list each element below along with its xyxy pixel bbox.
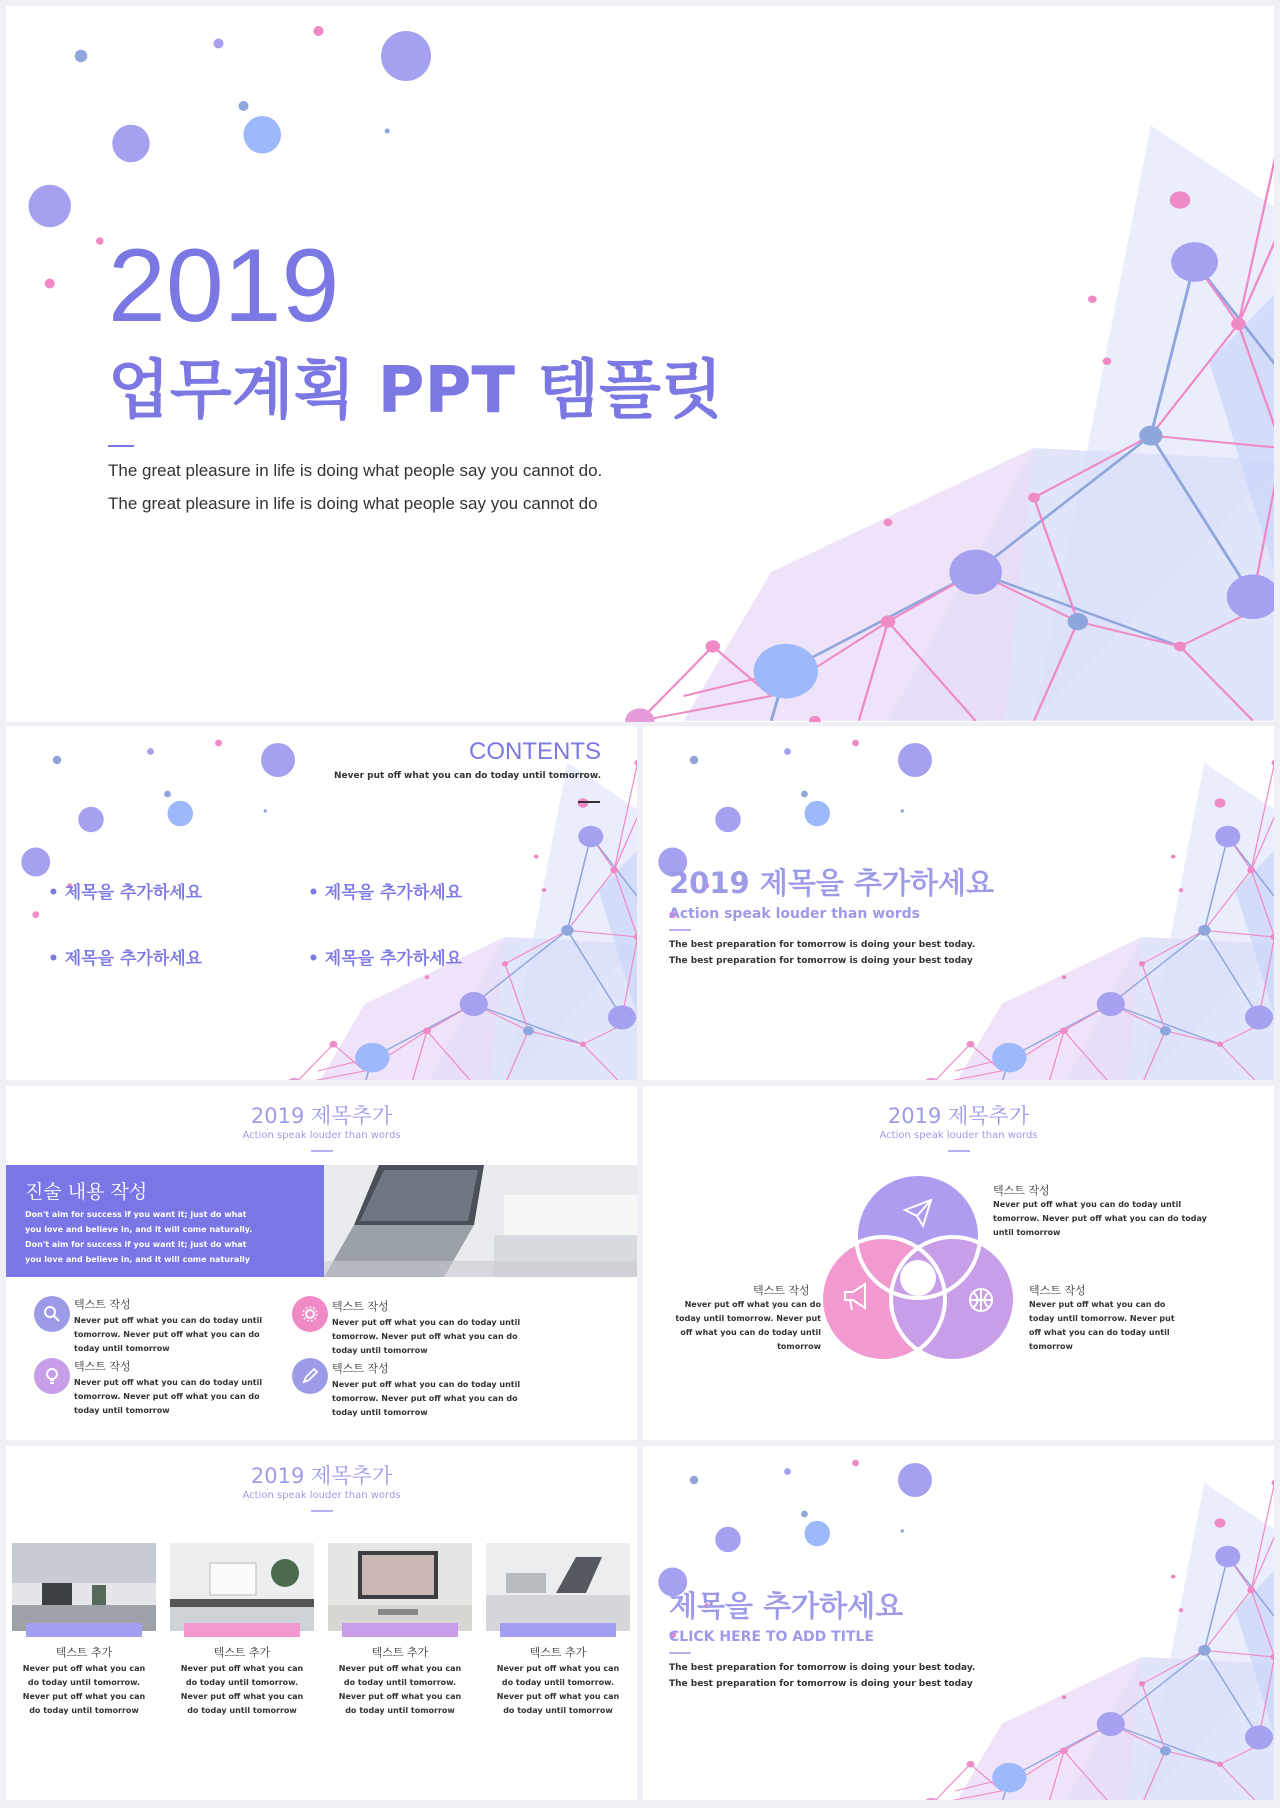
feature-label-2: 텍스트 작성 (332, 1300, 389, 1313)
slide-venn (643, 1086, 1274, 1440)
slide-title: 2019 제목추가 (250, 1464, 393, 1488)
feature-label-3: 텍스트 작성 (74, 1360, 131, 1373)
contents-item-4[interactable]: • 제목을 추가하세요 (308, 949, 463, 969)
slide-title: 2019 제목추가 (887, 1104, 1030, 1128)
venn-diagram (643, 1086, 1274, 1440)
feature-text-4: Never put off what you can do today until tomorrow. Never put off what you can do today until tomorrow (332, 1380, 521, 1417)
cover-year: 2019 (108, 228, 340, 344)
card-label-1: 텍스트 추가 (55, 1646, 113, 1659)
slide-divider (311, 1510, 333, 1512)
pencil-icon (292, 1358, 328, 1394)
venn-right-text: Never put off what you can do today until tomorrow. Never put off what you can do today until tomorrow (1029, 1300, 1175, 1351)
card-label-3: 텍스트 추가 (371, 1646, 429, 1659)
feature-label-1: 텍스트 작성 (74, 1298, 131, 1311)
slide-features (6, 1086, 637, 1440)
feature-text-1: Never put off what you can do today until tomorrow. Never put off what you can do today until tomorrow (74, 1316, 263, 1353)
cover-line-2: The great pleasure in life is doing what people say you cannot do (108, 494, 598, 513)
venn-top-label: 텍스트 작성 (993, 1184, 1050, 1197)
slide-divider (311, 1150, 333, 1152)
feature-label-4: 텍스트 작성 (332, 1362, 389, 1375)
office-photo-2 (170, 1543, 314, 1631)
office-photo-1 (12, 1543, 156, 1631)
section-divider (669, 929, 691, 931)
slide-subtitle: Action speak louder than words (242, 1490, 401, 1501)
venn-top-text: Never put off what you can do today until tomorrow. Never put off what you can do today until tomorrow (993, 1200, 1207, 1237)
slide-subtitle: Action speak louder than words (242, 1130, 401, 1141)
closing-subtitle: CLICK HERE TO ADD TITLE (669, 1629, 874, 1645)
slide-section (643, 726, 1274, 1080)
slide-closing (643, 1446, 1274, 1800)
slide-title: 2019 제목추가 (250, 1104, 393, 1128)
card-label-4: 텍스트 추가 (529, 1646, 587, 1659)
slide-cards (6, 1446, 637, 1800)
contents-item-label: 제목을 추가하세요 (324, 949, 463, 969)
card-text-2: Never put off what you can do today until tomorrow. Never put off what you can do today until tomorrow (180, 1664, 304, 1715)
venn-left-label: 텍스트 작성 (753, 1284, 810, 1297)
card-bar-3 (342, 1623, 458, 1637)
section-line-2: The best preparation for tomorrow is doing your best today (669, 956, 973, 966)
section-subtitle: Action speak louder than words (669, 906, 921, 922)
contents-item-label: 제목을 추가하세요 (64, 949, 203, 969)
card-text-4: Never put off what you can do today until tomorrow. Never put off what you can do today until tomorrow (496, 1664, 620, 1715)
section-title: 2019 제목을 추가하세요 (669, 866, 995, 900)
card-text-3: Never put off what you can do today until tomorrow. Never put off what you can do today until tomorrow (338, 1664, 462, 1715)
cover-divider (108, 445, 134, 447)
statement-text: Don't aim for success if you want it; just do what you love and believe in, and it will come naturally. Don't aim for success if you want it; just do what you love and believe in, and it will come naturally (25, 1210, 253, 1264)
contents-title: CONTENTS (469, 738, 601, 765)
card-bar-1 (26, 1623, 142, 1637)
contents-item-2[interactable]: • 제목을 추가하세요 (308, 883, 463, 903)
laptop-photo (324, 1165, 637, 1277)
statement-box (6, 1165, 324, 1277)
gear-icon (292, 1296, 328, 1332)
search-icon (34, 1296, 70, 1332)
feature-text-3: Never put off what you can do today until tomorrow. Never put off what you can do today until tomorrow (74, 1378, 263, 1415)
card-bar-2 (184, 1623, 300, 1637)
slide-contents (6, 726, 637, 1080)
contents-item-label: 제목을 추가하세요 (324, 883, 463, 903)
closing-title: 제목을 추가하세요 (669, 1589, 904, 1623)
contents-divider (578, 801, 600, 803)
venn-left-text: Never put off what you can do today until tomorrow. Never put off what you can do today until tomorrow (675, 1300, 821, 1351)
lightbulb-icon (34, 1358, 70, 1394)
section-line-1: The best preparation for tomorrow is doing your best today. (669, 940, 976, 950)
card-text-1: Never put off what you can do today until tomorrow. Never put off what you can do today until tomorrow (22, 1664, 146, 1715)
contents-item-label: 제목을 추가하세요 (64, 883, 203, 903)
card-label-2: 텍스트 추가 (213, 1646, 271, 1659)
slide-subtitle: Action speak louder than words (879, 1130, 1038, 1141)
feature-text-2: Never put off what you can do today until tomorrow. Never put off what you can do today until tomorrow (332, 1318, 521, 1355)
venn-right-label: 텍스트 작성 (1029, 1284, 1086, 1297)
slide-cover (6, 6, 1274, 722)
cover-line-1: The great pleasure in life is doing what people say you cannot do. (108, 461, 603, 480)
closing-divider (669, 1652, 691, 1654)
statement-title: 진술 내용 작성 (25, 1181, 148, 1203)
closing-line-1: The best preparation for tomorrow is doing your best today. (669, 1663, 976, 1673)
office-photo-4 (486, 1543, 630, 1631)
contents-item-3[interactable]: • 제목을 추가하세요 (48, 949, 203, 969)
closing-line-2: The best preparation for tomorrow is doing your best today (669, 1679, 973, 1689)
card-bar-4 (500, 1623, 616, 1637)
contents-item-1[interactable]: • 제목을 추가하세요 (48, 883, 203, 903)
globe-icon (970, 1289, 992, 1311)
cover-title: 업무계획 PPT 템플릿 (108, 354, 723, 428)
office-photo-3 (328, 1543, 472, 1631)
contents-subtitle: Never put off what you can do today until tomorrow. (333, 771, 601, 781)
network-decoration (643, 726, 1274, 1080)
